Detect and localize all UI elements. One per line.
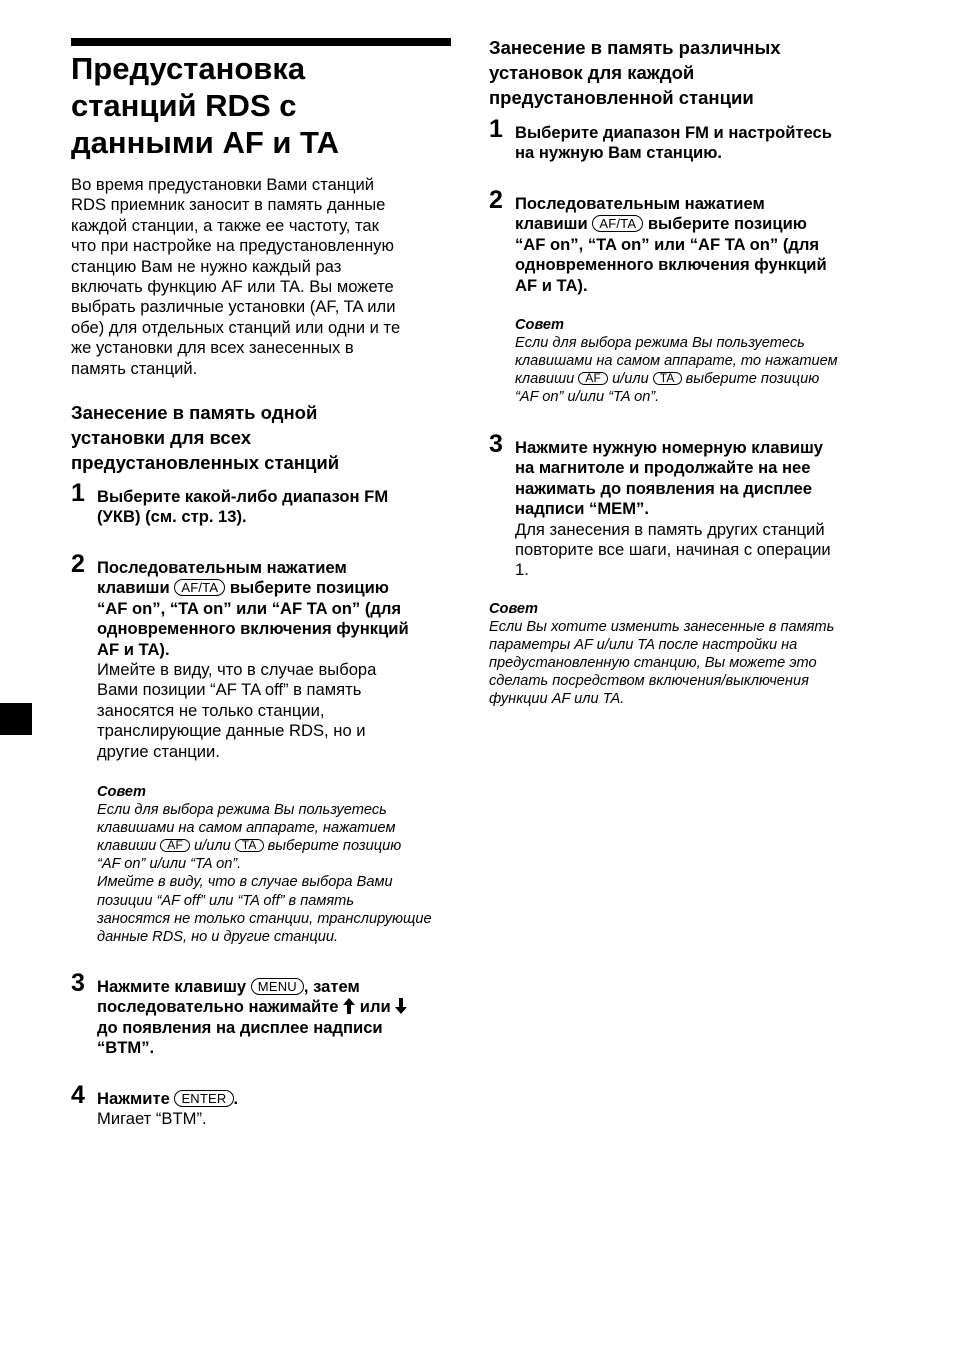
enter-key: ENTER: [174, 1090, 233, 1107]
arrow-down-icon: [395, 998, 407, 1014]
step-note: Мигает “BTM”.: [97, 1109, 207, 1129]
step-number: 4: [71, 1081, 85, 1109]
arrow-up-icon: [343, 998, 355, 1014]
left-step-4: 4 Нажмите ENTER . Мигает “BTM”.: [71, 1081, 239, 1129]
step-number: 3: [489, 430, 503, 458]
tip-heading: Совет: [97, 784, 146, 800]
menu-key: MENU: [251, 978, 304, 995]
step-number: 1: [71, 479, 85, 507]
step-number: 2: [71, 550, 85, 578]
section-heading-each-station: Занесение в память различных установок для каждой предустановленной станции: [489, 37, 781, 108]
af-key: AF: [578, 372, 608, 385]
step-note: Для занесения в память других станций повторите все шаги, начиная с операции 1.: [515, 519, 831, 580]
left-step-2: 2 Последовательным нажатием клавиши AF/TA выберите позицию “AF on”, “TA on” или “AF TA on” (для одновременного включения функций AF и TA). Имейте в виду, что в случае выбора Вами позиции “AF TA off” в память заносятся не только станции, транслирующие данные RDS, но и другие станции.: [71, 550, 409, 761]
right-step-1: 1 Выберите диапазон FM и настройтесь на нужную Вам станцию.: [489, 115, 832, 163]
left-tip: Совет Если для выбора режима Вы пользуетесь клавишами на самом аппарате, нажатием клавиши AF и/или TA выберите позицию “AF on” и/или “TA on”. Имейте в виду, что в случае выбора Вами позиции “AF off” или “TA off” в память заносятся не только станции, транслирующие данные RDS, но и другие станции.: [97, 784, 432, 945]
step-note: Имейте в виду, что в случае выбора Вами позиции “AF TA off” в память заносятся не только станции, транслирующие данные RDS, но и другие станции.: [97, 660, 377, 761]
page-title: Предустановка станций RDS с данными AF и TA: [71, 51, 340, 160]
af-key: AF: [160, 839, 190, 852]
ta-key: TA: [235, 839, 264, 852]
step-number: 3: [71, 969, 85, 997]
step-number: 1: [489, 115, 503, 143]
tip-heading: Совет: [515, 317, 564, 333]
af-ta-key: AF/TA: [592, 215, 643, 232]
section-tab-marker: [0, 703, 32, 735]
ta-key: TA: [653, 372, 682, 385]
left-step-3: 3 Нажмите клавишу MENU , затем последовательно нажимайте или до появления на дисплее надписи “BTM”.: [97, 977, 407, 1059]
tip-heading: Совет: [489, 601, 538, 617]
af-ta-key: AF/TA: [174, 579, 225, 596]
title-rule: [71, 38, 451, 46]
intro-paragraph: Во время предустановки Вами станций RDS приемник заносит в память данные каждой станции, а также ее частоту, так что при настройке на предустановленную станцию Вам не нужно каждый раз включать функцию AF или TA. Вы можете выбрать различные установки (AF, TA или обе) для отдельных станций или одни и те же установки для всех занесенных в память станций.: [71, 175, 401, 378]
left-step-1: 1 Выберите какой-либо диапазон FM (УКВ) (см. стр. 13).: [71, 479, 389, 527]
right-step-3: 3 Нажмите нужную номерную клавишу на магнитоле и продолжайте на нее нажимать до появления на дисплее надписи “MEM”. Для занесения в память других станций повторите все шаги, начиная с операции 1.: [489, 430, 831, 580]
right-tip-1: Совет Если для выбора режима Вы пользуетесь клавишами на самом аппарате, то нажатием клавиши AF и/или TA выберите позицию “AF on” и/или “TA on”.: [515, 317, 838, 406]
section-heading-single-setting: Занесение в память одной установки для всех предустановленных станций: [71, 402, 340, 473]
right-tip-2: Совет Если Вы хотите изменить занесенные в память параметры AF и/или TA после настройки на предустановленную станцию, Вы можете это сделать посредством включения/выключения функции AF или TA.: [489, 601, 835, 708]
right-step-2: 2 Последовательным нажатием клавиши AF/TA выберите позицию “AF on”, “TA on” или “AF TA on” (для одновременного включения функций AF и TA).: [489, 186, 827, 295]
step-number: 2: [489, 186, 503, 214]
